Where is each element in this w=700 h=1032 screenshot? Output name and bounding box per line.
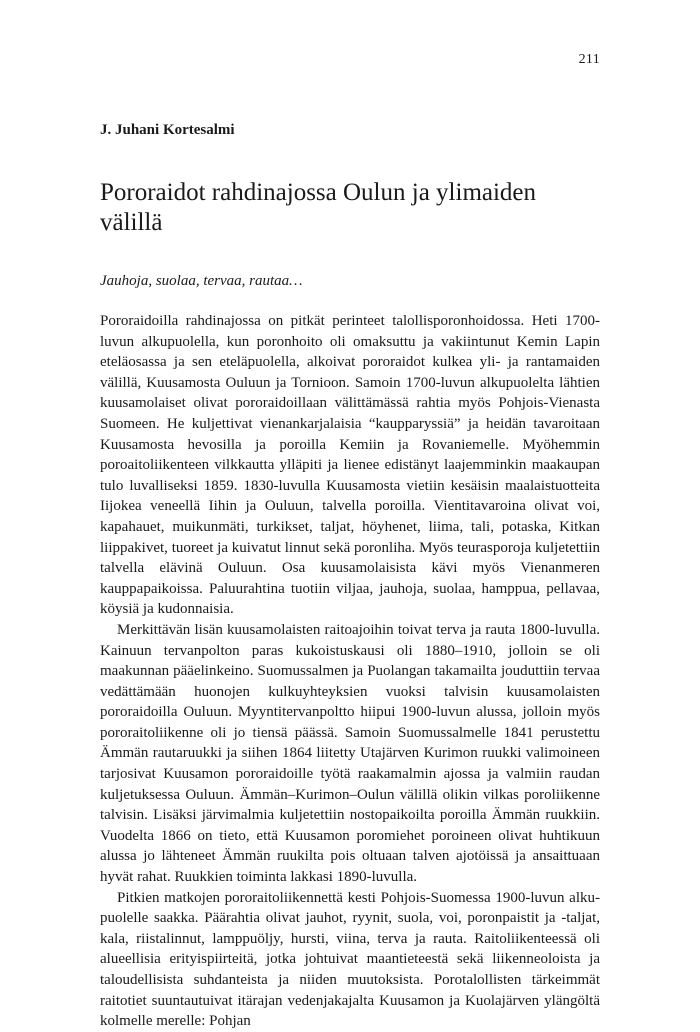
paragraph-3: Pitkien matkojen pororaitoliikennettä kesti Pohjois-Suomessa 1900-luvun alkupuolelle saakka. Päärahtia olivat jauhot, ryynit, suola, voi, poronpaistit ja -taljat, kala, riistalinnut, lamppuöljy, hursti, viina, terva ja rauta. Raitoliikenteessä oli alueellisia erityispiirteitä, jotka johtuivat maantieteestä sekä liikenneoloista ja taloudellisista suhdanteista ja niiden muutoksista. Porotalollisten tärkeimmät raitotiet suuntautuivat itärajan vedenjakajalta Kuusamon ja Kuolajärven ylängöltä kolmelle merelle: Pohjan bbox=[100, 889, 600, 1030]
section-subtitle: Jauhoja, suolaa, tervaa, rautaa… bbox=[100, 273, 303, 289]
paragraph-1: Pororaidoilla rahdinajossa on pitkät perinteet talollisporonhoidossa. Heti 1700-luvun alkupuolella, kun poronhoito oli omaksuttu ja vakiintunut Kemin Lapin eteläosassa ja sen eteläpuolella, alkoivat pororaidot kulkea yli- ja rantamaiden välillä, Kuusamosta Ouluun ja Tornioon. Samoin 1700-luvun alkupuolelta lähtien kuusamolaiset olivat pororaidoillaan välittämässä rahtia myös Pohjois-Vienasta Suomeen. He kuljettivat vienankarjalaisia “kaupparyssiä” ja heidän tavaroitaan Kuusamosta hevosilla ja poroilla Kemiin ja Rovaniemelle. Myöhemmin poroaitoliikenteen vilkkautta ylläpiti ja lienee edistänyt laajemminkin maakaupan tulo luvalliseksi 1859. 1830-luvulla Kuusamosta vietiin kesäisin maalaistuotteita Iijokea veneellä Iihin ja Ouluun, talvella poroilla. Vientitavaroina olivat voi, kapahauet, muikunmäti, turkikset, taljat, höyhenet, liima, tali, potaska, Kitkan liippakivet, tuoreet ja kuivatut linnut sekä poronliha. Myös teurasporoja kuljetettiin talvella elävinä Ouluun. Osa kuusamolaisista kävi myös Vienanmeren kauppapaikoissa. Paluurahtina tuotiin viljaa, jauhoja, suolaa, hamppua, pellavaa, köysiä ja kudonnaisia. bbox=[100, 313, 600, 618]
article-body bbox=[100, 311, 600, 1032]
paragraph-2: Merkittävän lisän kuusamolaisten raitoajoihin toivat terva ja rauta 1800-luvulla. Kainuun tervanpolton paras kukoistuskausi oli 1880–1910, jolloin se oli maakunnan pääelinkeino. Suomussalmen ja Puolangan takamailta jouduttiin tervaa vedättämään huonojen kulkuyhteyksien vuoksi talvisin kuusamolaisten pororaidoilla Ouluun. Myyntitervanpoltto hiipui 1900-luvun alussa, jolloin myös pororaitoliikenne oli jo tiensä päässä. Samoin Suomussalmelle 1841 perustettu Ämmän rautaruukki ja siihen 1864 liitetty Utajärven Kurimon ruukki valimoineen tarjosivat Kuusamon pororaidoille työtä raakamalmin ajossa ja valmiin raudan kuljetuksessa Ouluun. Ämmän–Kurimon–Oulun välillä olikin vilkas poroliikenne talvisin. Lisäksi järvimalmia kuljetettiin nostopaikoilta poroilla Ämmän ruukkiin. Vuodelta 1866 on tieto, että Kuusamon poromiehet poroineen olivat huhtikuun alussa jo lähteneet Ämmän ruukilta pois oltuaan talven ajotöissä ja ansaittuaan hyvät rahat. Ruukkien toiminta lakkasi 1890-luvulla. bbox=[100, 621, 600, 886]
article-title: Pororaidot rahdinajossa Oulun ja ylimaiden välillä bbox=[100, 179, 537, 236]
page-number: 211 bbox=[578, 52, 600, 67]
author-name: J. Juhani Kortesalmi bbox=[100, 122, 235, 138]
